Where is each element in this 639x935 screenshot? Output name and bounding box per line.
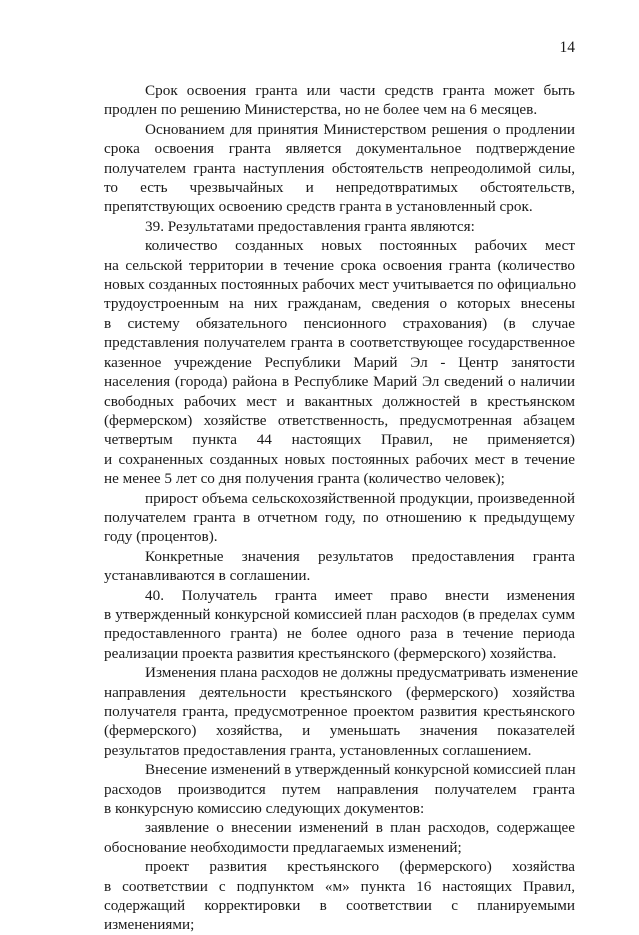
text-line: то есть чрезвычайных и непредотвратимых обстоятельств, — [104, 179, 575, 197]
text-line: Основанием для принятия Министерством решения о продлении — [145, 120, 575, 138]
page-number: 14 — [559, 39, 575, 56]
paragraph-production-growth — [104, 489, 575, 547]
text-line: 39. Результатами предоставления гранта являются: — [145, 217, 475, 235]
text-line: казенное учреждение Республики Марий Эл - Центр занятости — [104, 353, 575, 371]
text-line: продлен по решению Министерства, но не более чем на 6 месяцев. — [104, 101, 538, 119]
text-line: (фермерского) хозяйства, и уменьшать значения показателей — [104, 722, 575, 740]
text-line: изменениями; — [104, 916, 195, 934]
paragraph-project-item — [104, 857, 575, 935]
text-line: трудоустроенным на них гражданам, сведения о которых внесены — [104, 295, 575, 313]
text-line: Срок освоения гранта или части средств гранта может быть — [145, 82, 575, 99]
paragraph-extension-grounds — [104, 120, 575, 217]
text-line: количество созданных новых постоянных рабочих мест — [145, 237, 575, 255]
text-line: новых созданных постоянных рабочих мест учитывается по официально — [104, 276, 577, 294]
text-line: Изменения плана расходов не должны предусматривать изменение — [145, 664, 578, 682]
text-line: получателя гранта, предусмотренное проектом развития крестьянского — [104, 703, 575, 720]
text-line: получателем гранта в отчетном году, по отношению к предыдущему — [104, 508, 575, 526]
text-line: проект развития крестьянского (фермерского) хозяйства — [145, 858, 575, 876]
text-line: препятствующих освоению средств гранта в установленный срок. — [104, 198, 533, 216]
text-line: устанавливаются в соглашении. — [104, 567, 311, 585]
text-line: в конкурсную комиссию следующих документов: — [104, 800, 425, 818]
text-line: Внесение изменений в утвержденный конкурсной комиссией план — [145, 761, 576, 779]
text-line: в систему обязательного пенсионного страхования) (в случае — [104, 314, 575, 332]
text-line: в утвержденный конкурсной комиссией план расходов (в пределах сумм — [104, 605, 575, 623]
text-line: на сельской территории в течение срока освоения гранта (количество — [104, 256, 575, 274]
text-line: Конкретные значения результатов предоставления гранта — [145, 547, 575, 565]
text-line: году (процентов). — [104, 528, 218, 546]
text-line: реализации проекта развития крестьянского (фермерского) хозяйства. — [104, 644, 557, 662]
text-line: не менее 5 лет со дня получения гранта (количество человек); — [104, 470, 505, 488]
text-line: результатов предоставления гранта, установленных соглашением. — [104, 741, 532, 759]
text-line: обоснование необходимости предлагаемых изменений; — [104, 838, 462, 856]
text-line: содержащий корректировки в соответствии с планируемыми — [104, 897, 575, 915]
text-line: и сохраненных созданных новых постоянных рабочих мест в течение — [104, 450, 575, 468]
paragraph-application-item — [104, 818, 575, 857]
text-line: срока освоения гранта является документальное подтверждение — [104, 140, 575, 158]
paragraph-changes-procedure — [104, 760, 575, 818]
text-line: в соответствии с подпунктом «м» пункта 16 настоящих Правил, — [104, 877, 575, 895]
text-line: предоставленного гранта) не более одного раза в течение периода — [104, 625, 575, 643]
text-line: (фермерском) хозяйстве ответственность, предусмотренная абзацем — [104, 411, 575, 429]
text-line: прирост объема сельскохозяйственной продукции, произведенной — [145, 489, 575, 507]
text-line: направления деятельности крестьянского (фермерского) хозяйства — [104, 683, 575, 701]
text-line: расходов производится путем направления получателем гранта — [104, 780, 575, 798]
paragraph-specific-values — [104, 547, 575, 586]
text-line: получателем гранта наступления обстоятельств непреодолимой силы, — [104, 159, 575, 177]
text-line: представления получателем гранта в соответствующее государственное — [104, 334, 575, 352]
document-body — [104, 81, 578, 935]
text-line: заявление о внесении изменений в план расходов, содержащее — [145, 819, 575, 837]
text-line: свободных рабочих мест и вакантных должностей в крестьянском — [104, 392, 575, 410]
text-line: населения (города) района в Республике Марий Эл сведений о наличии — [104, 373, 575, 391]
paragraph-section-39 — [104, 217, 575, 236]
text-line: 40. Получатель гранта имеет право внести изменения — [145, 586, 575, 604]
paragraph-plan-changes — [104, 663, 578, 760]
paragraph-grant-extension — [104, 81, 575, 120]
text-line: четвертым пункта 44 настоящих Правил, не применяется) — [104, 431, 575, 449]
paragraph-jobs-created — [104, 236, 575, 488]
paragraph-section-40 — [104, 586, 575, 664]
